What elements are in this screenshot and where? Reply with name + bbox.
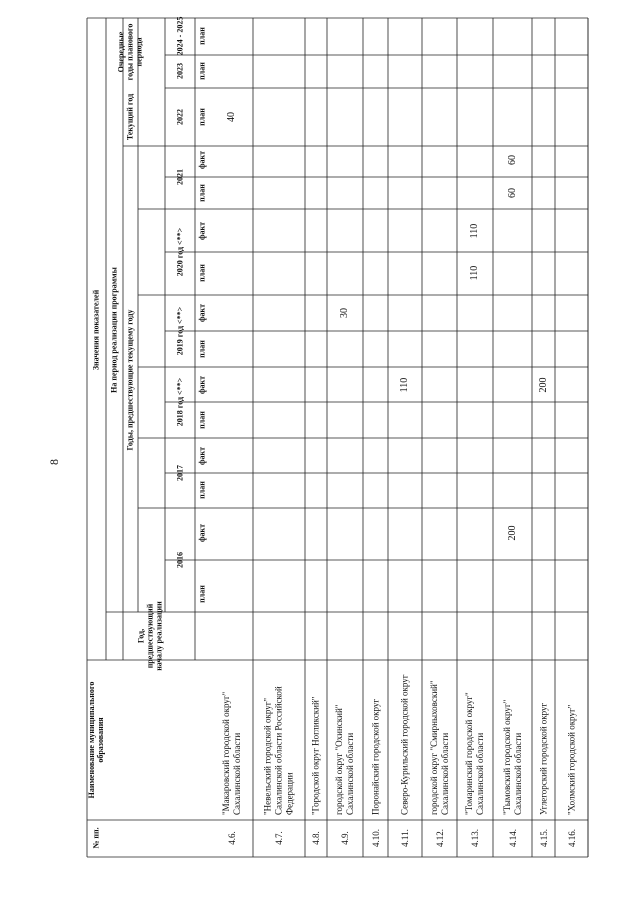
- row-3-2019_fact-text: 30: [339, 308, 350, 318]
- row-num-9-text: 4.15.: [538, 829, 549, 847]
- header-values-text: Значения показателей: [91, 289, 101, 371]
- plan-label-0-text: план: [197, 585, 207, 603]
- row-num-6-text: 4.12.: [434, 829, 445, 847]
- row-num-2-text: 4.8.: [311, 831, 321, 845]
- fact-label-5-text: факт: [197, 150, 207, 170]
- fact-label-3-text: факт: [197, 303, 207, 323]
- row-name-5-text: Северо-Курильский городской округ: [399, 674, 410, 815]
- row-num-5-text: 4.11.: [400, 829, 410, 847]
- row-name-10-text: "Холмский городской округ": [566, 704, 576, 815]
- row-name-1-text: "Невельский городской округ" Сахалинской области Российской Федерации: [262, 686, 295, 815]
- row-8-2016_fact-text: 200: [506, 525, 518, 541]
- row-5-2018_fact-text: 110: [399, 377, 410, 393]
- page-number: 8: [47, 459, 61, 465]
- year-label-8-text: 2024 - 2025: [175, 16, 185, 56]
- row-name-2-text: "Городской округ Ногликский": [310, 696, 321, 815]
- row-name-9-text: Углегорский городской округ: [538, 702, 548, 815]
- plan-label-1-text: план: [197, 481, 207, 499]
- year-label-5-text: 2021: [175, 169, 185, 185]
- row-name-4-text: Поронайский городской округ: [370, 698, 380, 815]
- row-name-0-text: "Макаровский городской округ" Сахалинской области: [220, 691, 242, 815]
- plan-label-3-text: план: [197, 340, 207, 358]
- row-7-2020_plan-text: 110: [469, 265, 480, 281]
- row-num-10-text: 4.16.: [566, 829, 577, 847]
- year-label-1-text: 2017: [175, 465, 185, 481]
- row-num-8-text: 4.14.: [507, 829, 518, 847]
- header-prev-years-text: Годы, предшествующие текущему году: [125, 309, 135, 451]
- plan-label-2023-text: план: [197, 62, 207, 80]
- row-num-4-text: 4.10.: [370, 829, 381, 847]
- row-name-8-text: "Тымовский городской округ" Сахалинской области: [501, 699, 523, 815]
- header-base-year-text: Год, предшествующий началу реализации: [136, 601, 164, 671]
- year-label-4-text: 2020 год <**>: [175, 227, 185, 277]
- fact-label-0-text: факт: [197, 523, 207, 543]
- year-label-0-text: 2016: [175, 552, 185, 568]
- row-num-0-text: 4.6.: [226, 831, 237, 845]
- header-next-years-text: Очередные годы планового периода: [116, 23, 144, 81]
- header-current-year-text: Текущий год: [125, 93, 135, 141]
- fact-label-4-text: факт: [197, 221, 207, 241]
- row-name-3-text: городской округ "Охинский" Сахалинской области: [334, 704, 355, 815]
- row-num-7-text: 4.13.: [470, 829, 480, 847]
- year-label-7-text: 2023: [175, 63, 185, 79]
- row-7-2020_fact-text: 110: [469, 223, 480, 239]
- fact-label-1-text: факт: [197, 446, 207, 466]
- plan-label-5-text: план: [197, 184, 207, 202]
- year-label-3-text: 2019 год <**>: [175, 306, 185, 356]
- row-9-2018_fact-text: 200: [537, 377, 549, 393]
- row-num-1-text: 4.7.: [274, 831, 284, 845]
- plan-label-2022-text: план: [197, 108, 207, 126]
- row-name-6-text: городской округ "Смирныховский" Сахалинской области: [428, 680, 450, 815]
- row-8-2021_plan-text: 60: [506, 188, 518, 198]
- header-num-text: № пп.: [91, 827, 101, 849]
- row-num-3-text: 4.9.: [340, 831, 350, 845]
- plan-label-4-text: план: [197, 264, 207, 282]
- row-name-7-text: "Томаринский городской округ" Сахалинской области: [464, 692, 485, 815]
- header-name-text: Наименование муниципального образования: [87, 681, 105, 799]
- year-label-2-text: 2018 год <**>: [175, 377, 185, 427]
- plan-label-2024-text: план: [197, 27, 207, 45]
- header-period-text: На период реализации программы: [109, 267, 119, 393]
- fact-label-2-text: факт: [197, 375, 207, 395]
- plan-label-2-text: план: [197, 411, 207, 429]
- row-8-2021_fact-text: 60: [506, 155, 518, 165]
- year-label-6-text: 2022: [175, 109, 185, 125]
- row-0-2022_plan-text: 40: [225, 112, 237, 122]
